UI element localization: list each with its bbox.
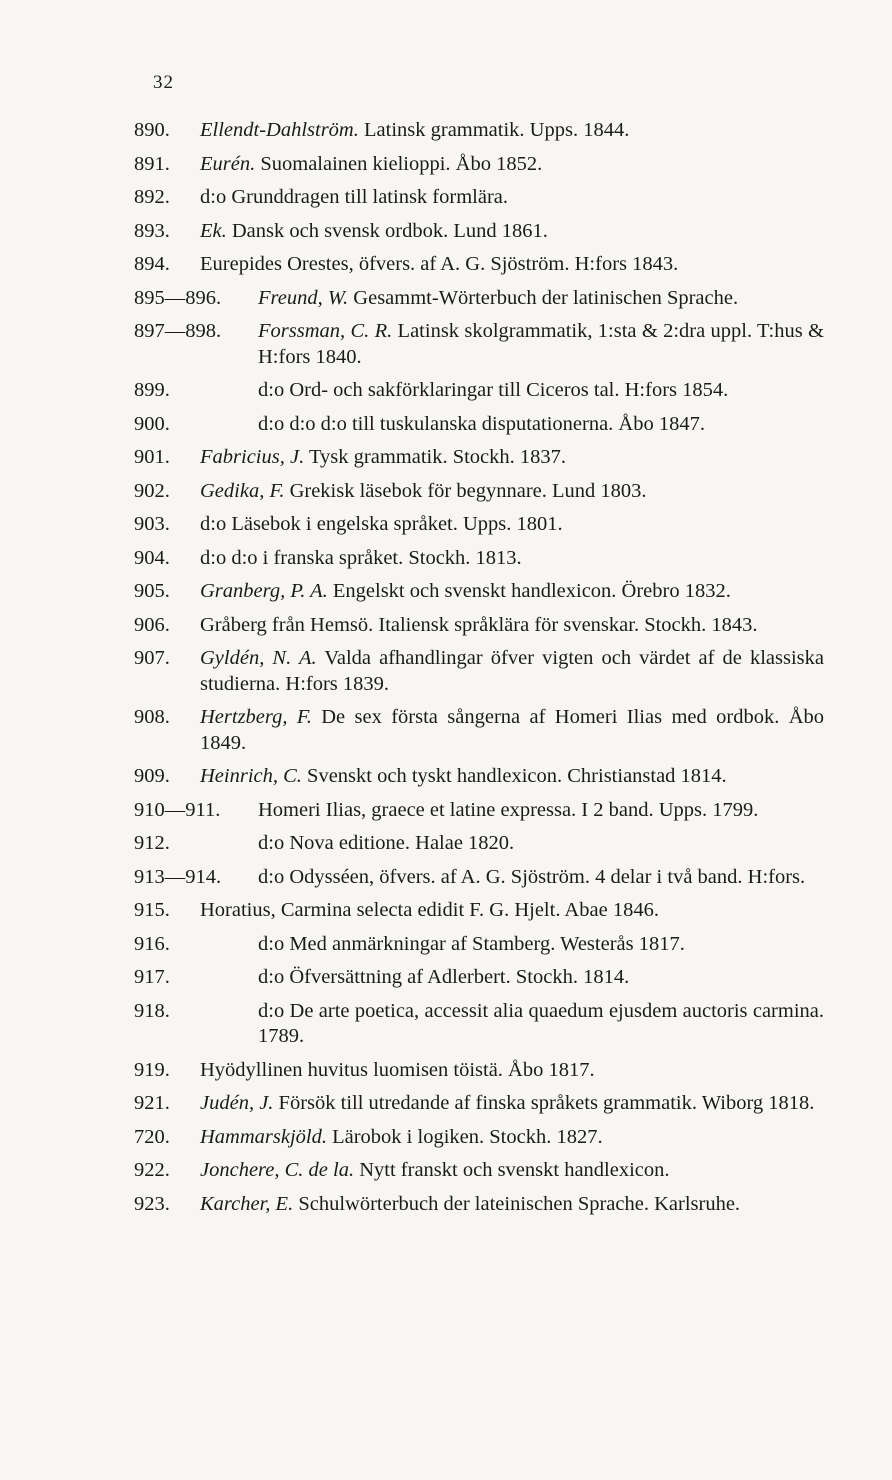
entry-text bbox=[200, 152, 824, 178]
entry-description: d:o Med anmärkningar af Stamberg. Westerås 1817. bbox=[258, 932, 685, 955]
catalog-entry bbox=[134, 152, 824, 178]
entry-description: Hyödyllinen huvitus luomisen töistä. Åbo 1817. bbox=[200, 1058, 595, 1081]
entry-number: 913—914. bbox=[134, 865, 222, 888]
catalog-entry bbox=[134, 865, 824, 891]
entry-text bbox=[258, 999, 824, 1050]
entry-description: Gråberg från Hemsö. Italiensk språklära för svenskar. Stockh. 1843. bbox=[200, 613, 758, 636]
entry-description: Latinsk grammatik. Upps. 1844. bbox=[358, 119, 630, 141]
entry-text bbox=[258, 831, 824, 857]
catalog-entry bbox=[134, 1091, 824, 1117]
entry-text bbox=[258, 412, 824, 438]
catalog-entry bbox=[134, 764, 824, 790]
entry-author: Gyldén, N. A. bbox=[200, 647, 317, 669]
entry-number: 921. bbox=[134, 1092, 170, 1114]
entry-number: 720. bbox=[134, 1125, 170, 1148]
entry-number: 895—896. bbox=[134, 286, 222, 309]
entry-description: Gesammt-Wörterbuch der latinischen Sprache. bbox=[348, 286, 739, 309]
entry-author: Granberg, P. A. bbox=[200, 580, 328, 602]
entry-text bbox=[200, 219, 824, 245]
entry-number: 916. bbox=[134, 932, 170, 955]
catalog-entry bbox=[134, 512, 824, 538]
entry-author: Eurén. bbox=[200, 152, 256, 175]
catalog-entry bbox=[134, 579, 824, 605]
entry-number: 892. bbox=[134, 186, 170, 208]
catalog-entry bbox=[134, 378, 824, 404]
entry-number: 922. bbox=[134, 1159, 170, 1181]
entry-text bbox=[200, 579, 824, 605]
catalog-entry bbox=[134, 546, 824, 572]
entry-text bbox=[200, 1192, 824, 1218]
entry-author: Freund, W. bbox=[258, 286, 349, 309]
entry-text bbox=[258, 932, 824, 958]
entry-number: 910—911. bbox=[134, 798, 221, 821]
catalog-entry bbox=[134, 1058, 824, 1084]
entry-text bbox=[200, 898, 824, 924]
entry-number: 901. bbox=[134, 446, 170, 468]
entry-text bbox=[258, 319, 824, 370]
entry-number: 909. bbox=[134, 765, 170, 787]
entry-number: 923. bbox=[134, 1192, 170, 1215]
page-number: 32 bbox=[153, 72, 174, 93]
catalog-entry bbox=[134, 798, 824, 824]
entry-number: 891. bbox=[134, 152, 170, 175]
entry-number: 915. bbox=[134, 899, 170, 921]
entry-description: d:o d:o d:o till tuskulanska disputationerna. Åbo 1847. bbox=[258, 412, 705, 435]
entry-author: Jonchere, C. de la. bbox=[200, 1159, 355, 1181]
entry-number: 917. bbox=[134, 966, 170, 988]
entry-author: Karcher, E. bbox=[200, 1192, 294, 1215]
entry-description: d:o Öfversättning af Adlerbert. Stockh. 1814. bbox=[258, 966, 630, 988]
entry-text bbox=[200, 546, 824, 572]
entry-text bbox=[200, 705, 824, 756]
entry-number: 894. bbox=[134, 253, 170, 275]
entry-description: Försök till utredande af finska språkets grammatik. Wiborg 1818. bbox=[273, 1092, 815, 1114]
entry-description: Tysk grammatik. Stockh. 1837. bbox=[304, 446, 567, 468]
catalog-entry bbox=[134, 932, 824, 958]
entry-author: Hammarskjöld. bbox=[200, 1125, 327, 1148]
entry-author: Fabricius, J. bbox=[200, 446, 305, 468]
catalog-entry bbox=[134, 1158, 824, 1184]
entry-description: d:o Läsebok i engelska språket. Upps. 1801. bbox=[200, 513, 563, 535]
catalog-entry bbox=[134, 445, 824, 471]
catalog-entry bbox=[134, 831, 824, 857]
catalog-entry bbox=[134, 479, 824, 505]
catalog-entry bbox=[134, 1125, 824, 1151]
entry-text bbox=[200, 445, 824, 471]
entry-author: Ellendt-Dahlström. bbox=[200, 119, 359, 141]
catalog-entry bbox=[134, 252, 824, 278]
entry-description: d:o De arte poetica, accessit alia quaedum ejusdem auctoris carmina. 1789. bbox=[258, 999, 824, 1047]
entry-number: 893. bbox=[134, 219, 170, 242]
catalog-entry-list bbox=[134, 118, 824, 1225]
entry-number: 912. bbox=[134, 832, 170, 854]
entry-number: 903. bbox=[134, 513, 170, 535]
entry-number: 899. bbox=[134, 379, 170, 401]
catalog-entry bbox=[134, 613, 824, 639]
entry-author: Ek. bbox=[200, 219, 227, 242]
entry-text bbox=[200, 646, 824, 697]
entry-description: Grekisk läsebok för begynnare. Lund 1803. bbox=[284, 479, 647, 502]
entry-text bbox=[200, 1125, 824, 1151]
catalog-entry bbox=[134, 646, 824, 697]
catalog-entry bbox=[134, 705, 824, 756]
entry-number: 897—898. bbox=[134, 320, 222, 342]
entry-description: Nytt franskt och svenskt handlexicon. bbox=[354, 1159, 670, 1181]
entry-text bbox=[200, 118, 824, 144]
entry-description: Dansk och svensk ordbok. Lund 1861. bbox=[226, 219, 548, 242]
catalog-entry bbox=[134, 898, 824, 924]
entry-text bbox=[200, 1058, 824, 1084]
entry-text bbox=[200, 613, 824, 639]
entry-text bbox=[258, 378, 824, 404]
entry-number: 890. bbox=[134, 119, 170, 141]
catalog-entry bbox=[134, 185, 824, 211]
entry-description: d:o d:o i franska språket. Stockh. 1813. bbox=[200, 546, 522, 569]
entry-number: 918. bbox=[134, 999, 170, 1022]
catalog-entry bbox=[134, 1192, 824, 1218]
entry-text bbox=[200, 764, 824, 790]
entry-number: 904. bbox=[134, 546, 170, 569]
catalog-entry bbox=[134, 965, 824, 991]
entry-description: Svenskt och tyskt handlexicon. Christianstad 1814. bbox=[301, 765, 727, 787]
entry-description: Suomalainen kielioppi. Åbo 1852. bbox=[255, 152, 543, 175]
entry-description: Lärobok i logiken. Stockh. 1827. bbox=[326, 1125, 603, 1148]
entry-text bbox=[200, 252, 824, 278]
catalog-entry bbox=[134, 219, 824, 245]
entry-author: Forssman, C. R. bbox=[258, 320, 393, 342]
entry-number: 905. bbox=[134, 580, 170, 602]
entry-description: d:o Nova editione. Halae 1820. bbox=[258, 832, 515, 854]
entry-text bbox=[200, 1158, 824, 1184]
entry-description: De sex första sångerna af Homeri Ilias med ordbok. Åbo 1849. bbox=[200, 706, 824, 754]
entry-text bbox=[258, 965, 824, 991]
entry-number: 907. bbox=[134, 647, 170, 669]
catalog-entry bbox=[134, 118, 824, 144]
entry-text bbox=[258, 865, 824, 891]
catalog-entry bbox=[134, 319, 824, 370]
entry-description: d:o Ord- och sakförklaringar till Ciceros tal. H:fors 1854. bbox=[258, 379, 729, 401]
entry-description: d:o Odysséen, öfvers. af A. G. Sjöström. 4 delar i två band. H:fors. bbox=[258, 865, 806, 888]
entry-description: Eurepides Orestes, öfvers. af A. G. Sjöström. H:fors 1843. bbox=[200, 253, 679, 275]
catalog-entry bbox=[134, 412, 824, 438]
entry-text bbox=[258, 798, 824, 824]
entry-text bbox=[200, 512, 824, 538]
entry-author: Judén, J. bbox=[200, 1092, 274, 1114]
entry-number: 908. bbox=[134, 706, 170, 728]
entry-text bbox=[200, 479, 824, 505]
entry-description: Engelskt och svenskt handlexicon. Örebro 1832. bbox=[327, 580, 731, 602]
entry-description: Homeri Ilias, graece et latine expressa. I 2 band. Upps. 1799. bbox=[258, 798, 759, 821]
entry-description: Horatius, Carmina selecta edidit F. G. Hjelt. Abae 1846. bbox=[200, 899, 659, 921]
entry-number: 919. bbox=[134, 1058, 170, 1081]
entry-text bbox=[200, 185, 824, 211]
entry-description: d:o Grunddragen till latinsk formlära. bbox=[200, 186, 508, 208]
entry-description: Schulwörterbuch der lateinischen Sprache. Karlsruhe. bbox=[293, 1192, 741, 1215]
entry-text bbox=[258, 286, 824, 312]
catalog-entry bbox=[134, 286, 824, 312]
entry-author: Gedika, F. bbox=[200, 479, 285, 502]
entry-author: Heinrich, C. bbox=[200, 765, 302, 787]
entry-author: Hertzberg, F. bbox=[200, 706, 312, 728]
catalog-entry bbox=[134, 999, 824, 1050]
entry-description: Latinsk skolgrammatik, 1:sta & 2:dra uppl. T:hus & H:fors 1840. bbox=[258, 320, 824, 368]
entry-text bbox=[200, 1091, 824, 1117]
entry-description: Valda afhandlingar öfver vigten och värdet af de klassiska studierna. H:fors 1839. bbox=[200, 647, 824, 695]
entry-number: 900. bbox=[134, 412, 170, 435]
entry-number: 906. bbox=[134, 613, 170, 636]
entry-number: 902. bbox=[134, 479, 170, 502]
